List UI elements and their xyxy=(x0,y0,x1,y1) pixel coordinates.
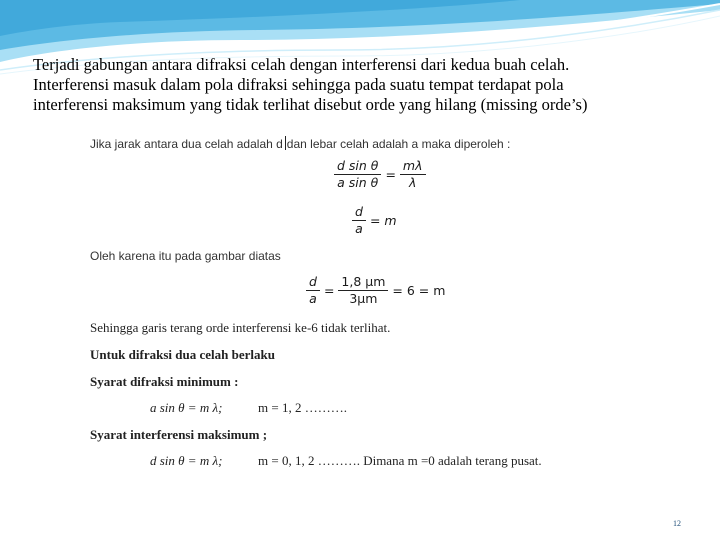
definition-sentence-a: Jika jarak antara dua celah adalah d xyxy=(90,137,283,151)
equation-numeric xyxy=(306,274,449,307)
eq1-numerator: d sin θ xyxy=(337,158,379,173)
eq1-rhs-denominator: λ xyxy=(409,175,417,190)
intro-line-1: Terjadi gabungan antara difraksi celah dengan interferensi dari kedua buah celah. xyxy=(33,55,570,74)
eq1-equals: = xyxy=(385,167,396,182)
eq1-denominator: a sin θ xyxy=(337,175,379,190)
eq3-numerator: d xyxy=(309,274,317,289)
double-slit-heading: Untuk difraksi dua celah berlaku xyxy=(90,347,275,362)
eq3-denominator: a xyxy=(309,291,317,306)
intro-line-3: interferensi maksimum yang tidak terlihat disebut orde yang hilang (missing orde’s) xyxy=(33,95,588,114)
diffraction-minimum-values: m = 1, 2 ………. xyxy=(258,400,347,415)
diffraction-minimum-heading: Syarat difraksi minimum : xyxy=(90,374,239,389)
interference-maximum-formula-row xyxy=(150,453,542,469)
eq2-rhs: = m xyxy=(369,213,397,228)
conclusion-sentence: Sehingga garis terang orde interferensi ke-6 tidak terlihat. xyxy=(90,320,391,335)
therefore-sentence: Oleh karena itu pada gambar diatas xyxy=(90,249,281,263)
interference-maximum-values: m = 0, 1, 2 ………. Dimana m =0 adalah terang pusat. xyxy=(258,453,542,468)
eq2-numerator: d xyxy=(355,204,363,219)
definition-sentence xyxy=(90,136,510,151)
intro-line-2: Interferensi masuk dalam pola difraksi sehingga pada suatu tempat terdapat pola xyxy=(33,75,564,94)
equation-d-over-a xyxy=(352,204,401,237)
diffraction-minimum-formula: a sin θ = m λ; xyxy=(150,400,223,415)
eq1-rhs-numerator: mλ xyxy=(402,158,423,173)
page-number: 12 xyxy=(673,519,681,528)
equation-ratio-sin xyxy=(334,158,426,191)
diffraction-minimum-formula-row xyxy=(150,400,347,416)
eq3-rhs: = 6 = m xyxy=(392,283,446,298)
definition-sentence-b: dan lebar celah adalah a maka diperoleh : xyxy=(286,137,511,151)
intro-paragraph xyxy=(33,55,703,115)
eq2-denominator: a xyxy=(355,221,363,236)
eq3-value-denominator: 3μm xyxy=(349,291,378,306)
interference-maximum-heading: Syarat interferensi maksimum ; xyxy=(90,427,268,442)
interference-maximum-formula: d sin θ = m λ; xyxy=(150,453,223,468)
content-image-panel xyxy=(84,128,610,476)
text-cursor xyxy=(285,136,286,150)
eq3-equals: = xyxy=(323,283,335,298)
eq3-value-numerator: 1,8 μm xyxy=(341,274,386,289)
